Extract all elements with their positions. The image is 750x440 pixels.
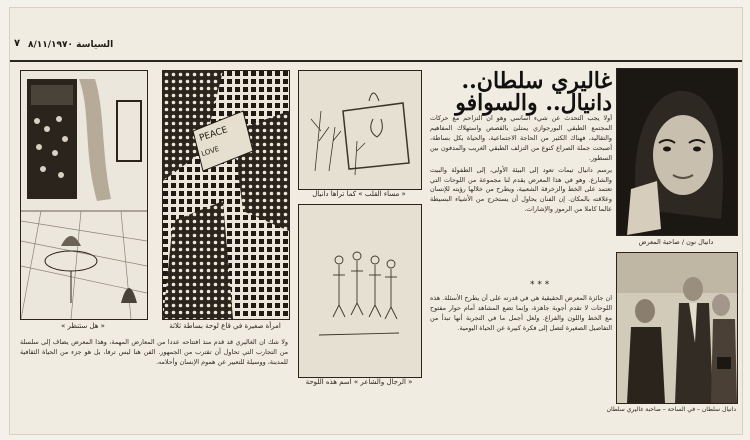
caption-portrait: دانيال نون / صاحبة المعرض [638, 238, 714, 246]
section-stars: * * * [530, 280, 550, 290]
sketch-bottom-artwork [299, 205, 421, 377]
article-lead-column [430, 114, 612, 276]
photo-interior [20, 70, 148, 320]
header-rule [10, 60, 742, 62]
newspaper-dateline: السياسة ٨/١١/١٩٧٠ [28, 40, 114, 50]
photo-portrait [616, 68, 738, 236]
interior-artwork [21, 71, 147, 319]
portrait-artwork [617, 69, 737, 235]
caption-fabric: امرأة صغيرة في قاع لوحة بساطة ثلاثة [169, 322, 281, 330]
page-number: ٧ [14, 38, 21, 49]
article-body-left: ولا شك ان الغاليري قد قدم منذ افتتاحه عددا من المعارض المهمة، وهذا المعرض يضاف إلى سلسلة من التجارب التي تحاول أن تقترب من الجمهور. الفن هنا ليس ترفا، بل هو جزء من الحياة الثقافية للمدينة، ووسيلة للتعبير عن هموم الإنسان وأحلامه. [20, 338, 288, 366]
article-headline: غاليري سلطان.. دانيال.. والسوافو [455, 68, 612, 116]
article-body-middle: ان جائزة المعرض الحقيقية هي في قدرته على أن يطرح الأسئلة. هذه اللوحات لا تقدم أجوبة جاهزة، وإنما تضع المشاهد أمام حوار مفتوح مع الخط واللون والفراغ. ولعل أجمل ما في التجربة أنها تبدأ من التفاصيل الصغيرة لتصل إلى فكرة كبيرة عن الحياة اليومية. [430, 294, 612, 332]
caption-sketch-bottom: « الرجال والشاعر » اسم هذه اللوحة [305, 378, 413, 386]
svg-text:LOVE: LOVE [200, 144, 221, 159]
caption-group: دانيال سلطان – في الساحة – صاحبة غاليري سلطان [606, 406, 736, 413]
newspaper-page [10, 8, 742, 434]
photo-fabric [162, 70, 290, 320]
page-header [10, 8, 742, 50]
caption-interior: « هل ستنظر » [61, 322, 105, 330]
article-body-right: يرسم دانيال تيمات تعود إلى البيئة الأولى، إلى الطفولة والبيت والشارع. وهو في هذا المعرض يقدم لنا مجموعة من اللوحات التي تعتمد على الخط والزخرفة الشعبية، ويطرح من خلالها رؤيته للإنسان وعلاقته بالمكان. إن الفنان يحاول أن يستخرج من الأشياء البسيطة عالما كاملا من الرموز والإشارات. [430, 165, 612, 214]
group-artwork [617, 253, 737, 403]
svg-text:PEACE: PEACE [198, 125, 229, 144]
article-lower-right-column [430, 294, 612, 426]
sketch-top-artwork [299, 71, 421, 189]
article-left-column [20, 338, 288, 428]
photo-group [616, 252, 738, 404]
photo-sketch-top [298, 70, 422, 190]
caption-sketch-top: « مساء القلب » كما تراها دانيال [312, 190, 406, 198]
photo-sketch-bottom [298, 204, 422, 378]
article-lead: أولا يجب التحدث عن شيء أساسي وهو ان التزاحم مع حركات المجتمع الطبقي البورجوازي يمتلئ بالقصص واستهلاك المفاهيم والتقاليد، فهناك الكثير من الحاجة الاجتماعية، والحياة بكل بساطة، أصبحت جملة الصراع كنوع من التزلف الطبقي الغريب والمدفون بين السطور. [430, 114, 612, 162]
fabric-artwork [163, 71, 289, 319]
